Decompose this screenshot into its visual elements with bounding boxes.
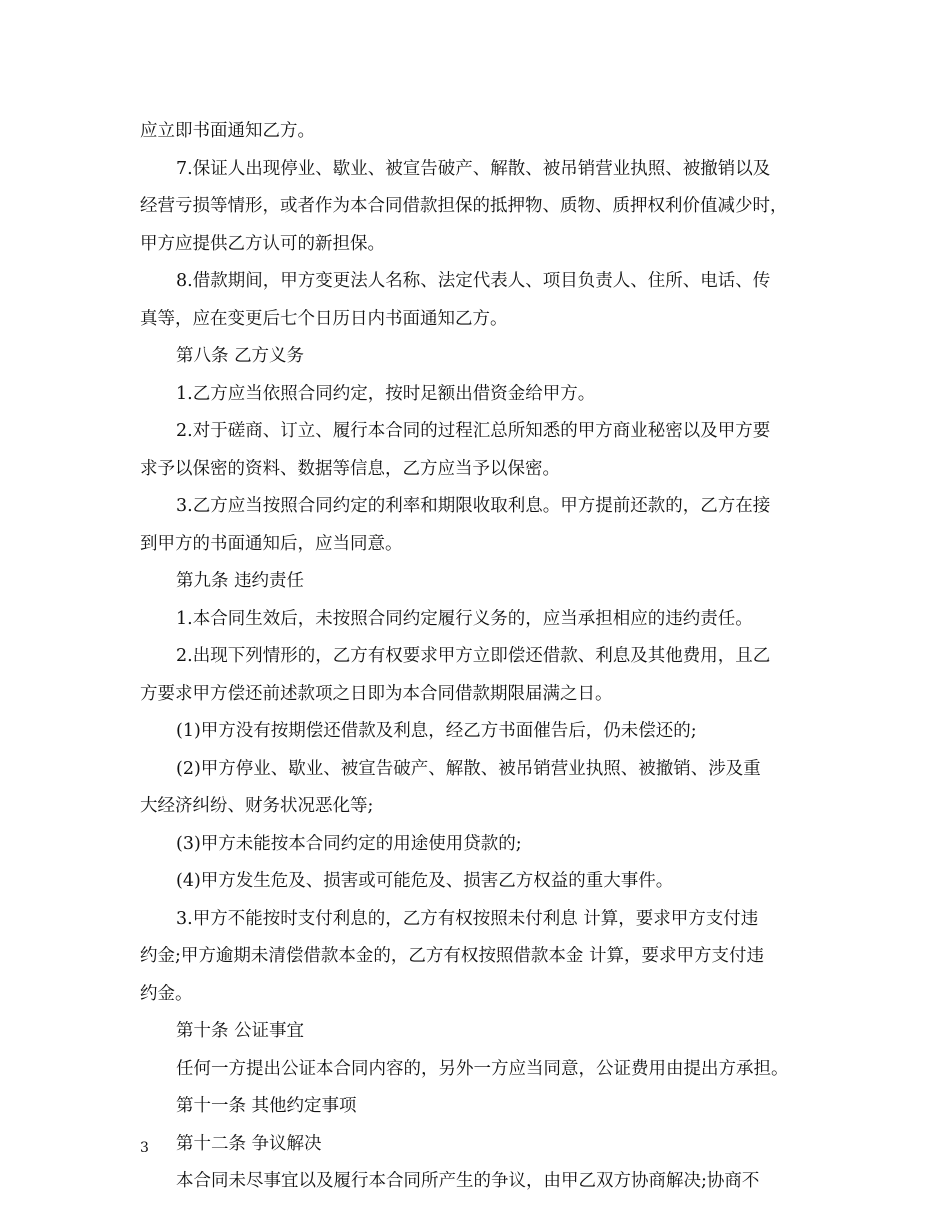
paragraph-line: (3)甲方未能按本合同约定的用途使用贷款的;: [176, 833, 522, 854]
paragraph-line: 约金。: [140, 983, 193, 1004]
paragraph-line: 真等，应在变更后七个日历日内书面通知乙方。: [140, 308, 508, 329]
paragraph-line: 应立即书面通知乙方。: [140, 121, 315, 141]
section-heading: 第十一条 其他约定事项: [176, 1096, 357, 1116]
paragraph-line: (1)甲方没有按期偿还借款及利息，经乙方书面催告后，仍未偿还的;: [176, 721, 697, 741]
paragraph-line: 大经济纠纷、财务状况恶化等;: [140, 796, 374, 816]
paragraph-line: 3.甲方不能按时支付利息的，乙方有权按照未付利息 计算，要求甲方支付违: [176, 908, 759, 929]
paragraph-line: 3.乙方应当按照合同约定的利率和期限收取利息。甲方提前还款的，乙方在接: [176, 496, 771, 516]
paragraph-line: 1.乙方应当依照合同约定，按时足额出借资金给甲方。: [176, 383, 596, 404]
paragraph-line: (2)甲方停业、歇业、被宣告破产、解散、被吊销营业执照、被撤销、涉及重: [176, 758, 761, 779]
paragraph-line: 7.保证人出现停业、歇业、被宣告破产、解散、被吊销营业执照、被撤销以及: [176, 158, 771, 179]
section-heading: 第十条 公证事宜: [176, 1021, 305, 1041]
section-heading: 第十二条 争议解决: [176, 1133, 322, 1154]
section-heading: 第八条 乙方义务: [176, 346, 305, 366]
paragraph-line: 求予以保密的资料、数据等信息，乙方应当予以保密。: [140, 458, 560, 479]
section-heading: 第九条 违约责任: [176, 571, 305, 591]
paragraph-line: 8.借款期间，甲方变更法人名称、法定代表人、项目负责人、住所、电话、传: [176, 271, 771, 291]
paragraph-line: 约金;甲方逾期未清偿借款本金的，乙方有权按照借款本金 计算，要求甲方支付违: [140, 946, 764, 966]
paragraph-line: 到甲方的书面通知后，应当同意。: [140, 533, 403, 554]
paragraph-line: 经营亏损等情形，或者作为本合同借款担保的抵押物、质物、质押权利价值减少时，: [140, 196, 788, 216]
paragraph-line: 甲方应提供乙方认可的新担保。: [140, 233, 385, 254]
document-body: [140, 113, 826, 1201]
paragraph-line: 本合同未尽事宜以及履行本合同所产生的争议，由甲乙双方协商解决;协商不: [176, 1171, 760, 1191]
paragraph-line: (4)甲方发生危及、损害或可能危及、损害乙方权益的重大事件。: [176, 871, 674, 891]
paragraph-line: 2.出现下列情形的，乙方有权要求甲方立即偿还借款、利息及其他费用，且乙: [176, 646, 771, 666]
paragraph-line: 2.对于磋商、订立、履行本合同的过程汇总所知悉的甲方商业秘密以及甲方要: [176, 421, 771, 441]
page-number: 3: [140, 1140, 149, 1156]
paragraph-line: 方要求甲方偿还前述款项之日即为本合同借款期限届满之日。: [140, 683, 613, 704]
paragraph-line: 1.本合同生效后，未按照合同约定履行义务的，应当承担相应的违约责任。: [176, 608, 753, 629]
paragraph-line: 任何一方提出公证本合同内容的，另外一方应当同意，公证费用由提出方承担。: [176, 1058, 789, 1079]
